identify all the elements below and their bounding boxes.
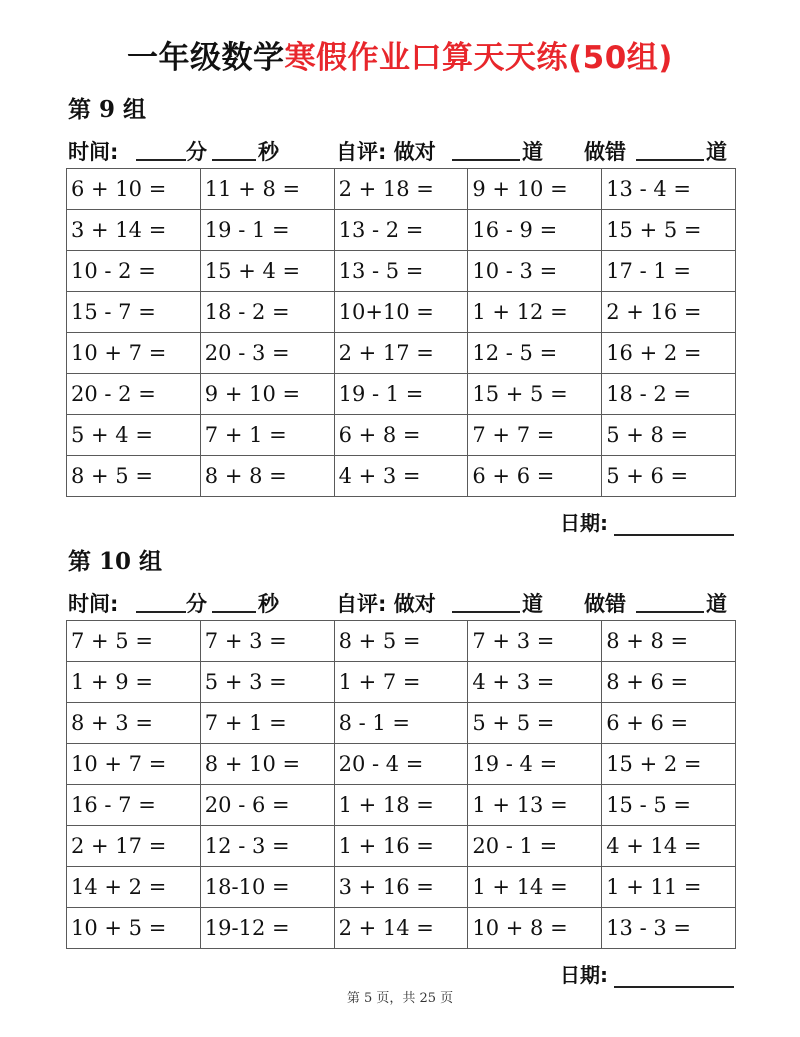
group-title: 第 9 组	[68, 96, 147, 123]
second-blank[interactable]	[212, 611, 256, 613]
problem-cell: 10 - 3 =	[468, 251, 602, 292]
minute-blank[interactable]	[136, 159, 186, 161]
problem-cell: 19 - 4 =	[468, 744, 602, 785]
problem-cell: 2 + 18 =	[334, 169, 468, 210]
problem-cell: 10 + 8 =	[468, 908, 602, 949]
problem-cell: 20 - 2 =	[67, 374, 201, 415]
problem-cell: 2 + 17 =	[67, 826, 201, 867]
title-part-1: 一年级数学	[127, 40, 285, 76]
table-row	[67, 826, 736, 867]
date-blank[interactable]	[614, 534, 734, 536]
problem-cell: 8 + 5 =	[67, 456, 201, 497]
problem-cell: 15 - 5 =	[602, 785, 736, 826]
wrong-dao-label: 道	[706, 140, 727, 164]
problem-cell: 12 - 5 =	[468, 333, 602, 374]
problem-cell: 5 + 4 =	[67, 415, 201, 456]
minute-label: 分	[186, 140, 207, 164]
problem-cell: 4 + 14 =	[602, 826, 736, 867]
problem-cell: 15 + 4 =	[200, 251, 334, 292]
second-label: 秒	[258, 592, 279, 616]
problem-cell: 6 + 6 =	[468, 456, 602, 497]
date-label: 日期:	[560, 511, 608, 535]
problem-cell: 8 + 8 =	[200, 456, 334, 497]
problem-cell: 18 - 2 =	[200, 292, 334, 333]
problem-cell: 20 - 4 =	[334, 744, 468, 785]
problem-cell: 2 + 16 =	[602, 292, 736, 333]
problem-cell: 9 + 10 =	[468, 169, 602, 210]
problem-cell: 5 + 6 =	[602, 456, 736, 497]
problem-cell: 12 - 3 =	[200, 826, 334, 867]
problem-cell: 16 + 2 =	[602, 333, 736, 374]
table-row	[67, 169, 736, 210]
title-part-2: 寒假作业口算天天练(50组)	[284, 40, 673, 76]
table-row	[67, 744, 736, 785]
problem-cell: 1 + 12 =	[468, 292, 602, 333]
table-row	[67, 703, 736, 744]
problem-table	[66, 620, 736, 949]
problem-cell: 16 - 7 =	[67, 785, 201, 826]
problem-cell: 15 + 5 =	[602, 210, 736, 251]
problem-cell: 10 - 2 =	[67, 251, 201, 292]
problem-cell: 10 + 7 =	[67, 333, 201, 374]
problem-cell: 19-12 =	[200, 908, 334, 949]
problem-cell: 6 + 10 =	[67, 169, 201, 210]
problem-cell: 6 + 6 =	[602, 703, 736, 744]
problem-cell: 10+10 =	[334, 292, 468, 333]
problem-cell: 6 + 8 =	[334, 415, 468, 456]
date-row	[66, 497, 736, 543]
problem-cell: 5 + 3 =	[200, 662, 334, 703]
problem-cell: 8 + 6 =	[602, 662, 736, 703]
exercise-group-10	[66, 544, 736, 995]
problem-cell: 7 + 5 =	[67, 621, 201, 662]
wrong-label: 做错	[584, 140, 626, 164]
problem-cell: 10 + 7 =	[67, 744, 201, 785]
info-row	[66, 128, 736, 168]
problem-cell: 1 + 7 =	[334, 662, 468, 703]
exercise-group-9	[66, 92, 736, 543]
table-row	[67, 251, 736, 292]
table-row	[67, 333, 736, 374]
problem-cell: 15 - 7 =	[67, 292, 201, 333]
problem-cell: 18-10 =	[200, 867, 334, 908]
time-label: 时间:	[68, 140, 119, 164]
table-row	[67, 621, 736, 662]
problem-cell: 1 + 9 =	[67, 662, 201, 703]
table-row	[67, 415, 736, 456]
table-row	[67, 662, 736, 703]
table-row	[67, 908, 736, 949]
problem-cell: 7 + 3 =	[200, 621, 334, 662]
time-label: 时间:	[68, 592, 119, 616]
problem-cell: 2 + 14 =	[334, 908, 468, 949]
correct-dao-label: 道	[522, 140, 543, 164]
problem-cell: 3 + 14 =	[67, 210, 201, 251]
problem-cell: 19 - 1 =	[334, 374, 468, 415]
wrong-count-blank[interactable]	[636, 159, 704, 161]
problem-cell: 1 + 14 =	[468, 867, 602, 908]
problem-cell: 20 - 6 =	[200, 785, 334, 826]
table-row	[67, 292, 736, 333]
problem-cell: 20 - 3 =	[200, 333, 334, 374]
problem-cell: 1 + 18 =	[334, 785, 468, 826]
problem-cell: 7 + 1 =	[200, 703, 334, 744]
problem-cell: 8 + 8 =	[602, 621, 736, 662]
problem-cell: 15 + 5 =	[468, 374, 602, 415]
page-title	[0, 38, 800, 78]
problem-cell: 8 + 10 =	[200, 744, 334, 785]
problem-cell: 3 + 16 =	[334, 867, 468, 908]
problem-cell: 10 + 5 =	[67, 908, 201, 949]
problem-cell: 20 - 1 =	[468, 826, 602, 867]
wrong-label: 做错	[584, 592, 626, 616]
page-footer: 第 5 页，共 25 页	[346, 991, 454, 1006]
problem-cell: 13 - 5 =	[334, 251, 468, 292]
problem-cell: 18 - 2 =	[602, 374, 736, 415]
table-row	[67, 456, 736, 497]
second-label: 秒	[258, 140, 279, 164]
problem-cell: 13 - 2 =	[334, 210, 468, 251]
problem-cell: 8 + 5 =	[334, 621, 468, 662]
problem-cell: 1 + 16 =	[334, 826, 468, 867]
group-title: 第 10 组	[68, 548, 163, 575]
wrong-count-blank[interactable]	[636, 611, 704, 613]
problem-table	[66, 168, 736, 497]
problem-cell: 7 + 7 =	[468, 415, 602, 456]
problem-cell: 19 - 1 =	[200, 210, 334, 251]
problem-cell: 8 - 1 =	[334, 703, 468, 744]
self-eval-correct-label: 自评: 做对	[336, 140, 436, 164]
problem-cell: 1 + 13 =	[468, 785, 602, 826]
problem-cell: 4 + 3 =	[468, 662, 602, 703]
minute-label: 分	[186, 592, 207, 616]
problem-cell: 8 + 3 =	[67, 703, 201, 744]
table-row	[67, 867, 736, 908]
table-row	[67, 785, 736, 826]
correct-count-blank[interactable]	[452, 611, 520, 613]
problem-cell: 5 + 5 =	[468, 703, 602, 744]
date-label: 日期:	[560, 963, 608, 987]
problem-cell: 17 - 1 =	[602, 251, 736, 292]
problem-cell: 13 - 3 =	[602, 908, 736, 949]
problem-cell: 1 + 11 =	[602, 867, 736, 908]
problem-cell: 7 + 3 =	[468, 621, 602, 662]
problem-cell: 14 + 2 =	[67, 867, 201, 908]
problem-cell: 9 + 10 =	[200, 374, 334, 415]
problem-cell: 13 - 4 =	[602, 169, 736, 210]
problem-cell: 5 + 8 =	[602, 415, 736, 456]
problem-cell: 15 + 2 =	[602, 744, 736, 785]
second-blank[interactable]	[212, 159, 256, 161]
table-row	[67, 374, 736, 415]
problem-cell: 7 + 1 =	[200, 415, 334, 456]
minute-blank[interactable]	[136, 611, 186, 613]
self-eval-correct-label: 自评: 做对	[336, 592, 436, 616]
problem-cell: 4 + 3 =	[334, 456, 468, 497]
table-row	[67, 210, 736, 251]
problem-cell: 2 + 17 =	[334, 333, 468, 374]
problem-cell: 11 + 8 =	[200, 169, 334, 210]
correct-dao-label: 道	[522, 592, 543, 616]
wrong-dao-label: 道	[706, 592, 727, 616]
correct-count-blank[interactable]	[452, 159, 520, 161]
problem-cell: 16 - 9 =	[468, 210, 602, 251]
info-row	[66, 580, 736, 620]
